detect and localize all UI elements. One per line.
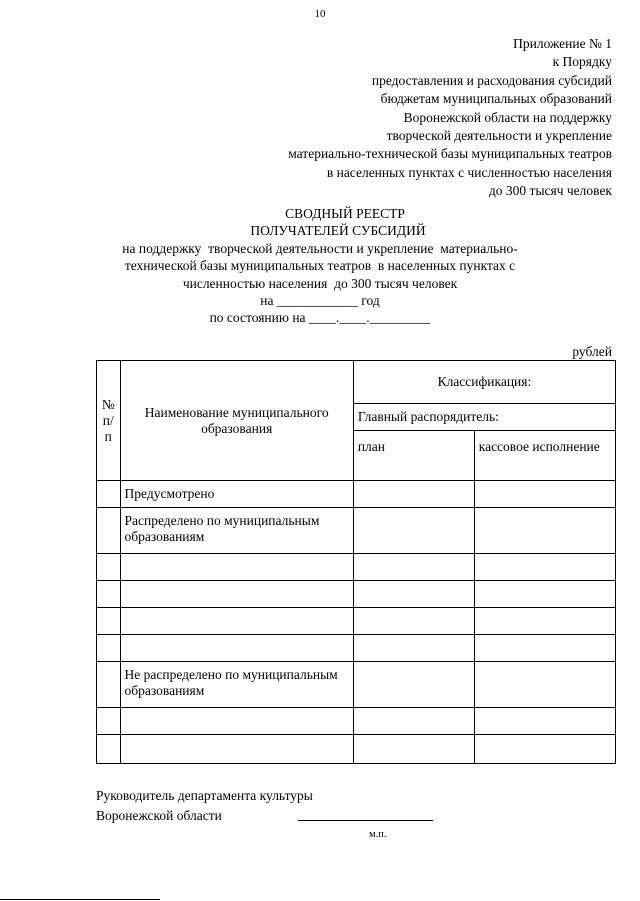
title-body-line: технической базы муниципальных театров в населенных пунктах с [124,258,516,274]
header-number: № п/п [97,361,121,481]
cell-number [97,554,121,581]
signature-line [298,820,433,821]
page-number: 10 [314,8,326,20]
cell-number [97,481,121,508]
signature-block [96,786,313,825]
appendix-line: предоставления и расходования субсидий [371,72,612,88]
cell-plan [353,735,474,764]
title-recipients: ПОЛУЧАТЕЛЕЙ СУБСИДИЙ [250,223,426,239]
table-row [97,735,616,764]
cell-name: Предусмотрено [120,481,353,508]
appendix-line: в населенных пунктах с численностью населения [326,164,612,180]
appendix-line: Воронежской области на поддержку [403,109,612,125]
cell-name [120,735,353,764]
cell-cash [474,481,615,508]
cell-cash [474,735,615,764]
cell-number [97,608,121,635]
cell-number [97,735,121,764]
cell-plan [353,608,474,635]
cell-name [120,708,353,735]
cell-plan [353,708,474,735]
appendix-line: к Порядку [552,54,612,70]
table-row [97,554,616,581]
appendix-line: материально-технической базы муниципальных театров [288,146,612,162]
table-row [97,608,616,635]
footnote-divider [0,899,160,900]
cell-number [97,708,121,735]
title-body-line: численностью населения до 300 тысяч человек [182,275,458,291]
document-title [0,205,640,327]
cell-number [97,581,121,608]
cell-cash [474,708,615,735]
table-row [97,581,616,608]
signature-region: Воронежской области [96,807,222,823]
cell-number [97,635,121,662]
cell-plan [353,554,474,581]
table-row [97,635,616,662]
appendix-line: бюджетам муниципальных образований [380,91,612,107]
cell-plan [353,481,474,508]
currency-unit: рублей [572,344,612,359]
signature-position: Руководитель департамента культуры [96,788,313,803]
title-registry: СВОДНЫЙ РЕЕСТР [285,206,405,221]
stamp-place-label: м.п. [369,829,387,840]
header-plan: план [353,431,474,481]
header-main-manager: Главный распорядитель: [353,404,615,431]
cell-plan [353,662,474,708]
appendix-heading [288,35,612,201]
cell-plan [353,508,474,554]
cell-number [97,662,121,708]
cell-cash [474,608,615,635]
cell-plan [353,581,474,608]
cell-name: Не распределено по муниципальным образованиям [120,662,353,708]
appendix-line: до 300 тысяч человек [488,183,612,199]
title-date-line: по состоянию на ____.____._________ [209,310,431,326]
header-classification: Классификация: [353,361,615,404]
cell-number [97,508,121,554]
cell-name [120,554,353,581]
title-year-line: на ____________ год [260,293,380,309]
cell-cash [474,581,615,608]
cell-cash [474,554,615,581]
cell-name [120,581,353,608]
cell-name: Распределено по муниципальным образованиям [120,508,353,554]
table-row [97,508,616,554]
cell-cash [474,662,615,708]
cell-cash [474,508,615,554]
appendix-line: творческой деятельности и укрепление [386,128,612,144]
table-row [97,708,616,735]
cell-cash [474,635,615,662]
table-row [97,662,616,708]
header-cash: кассовое исполнение [474,431,615,481]
table-row [97,481,616,508]
cell-name [120,635,353,662]
title-body-line: на поддержку творческой деятельности и укрепление материально- [122,240,518,256]
registry-table [96,360,616,764]
cell-plan [353,635,474,662]
header-name: Наименование муниципального образования [120,361,353,481]
cell-name [120,608,353,635]
appendix-line: Приложение № 1 [513,36,612,51]
